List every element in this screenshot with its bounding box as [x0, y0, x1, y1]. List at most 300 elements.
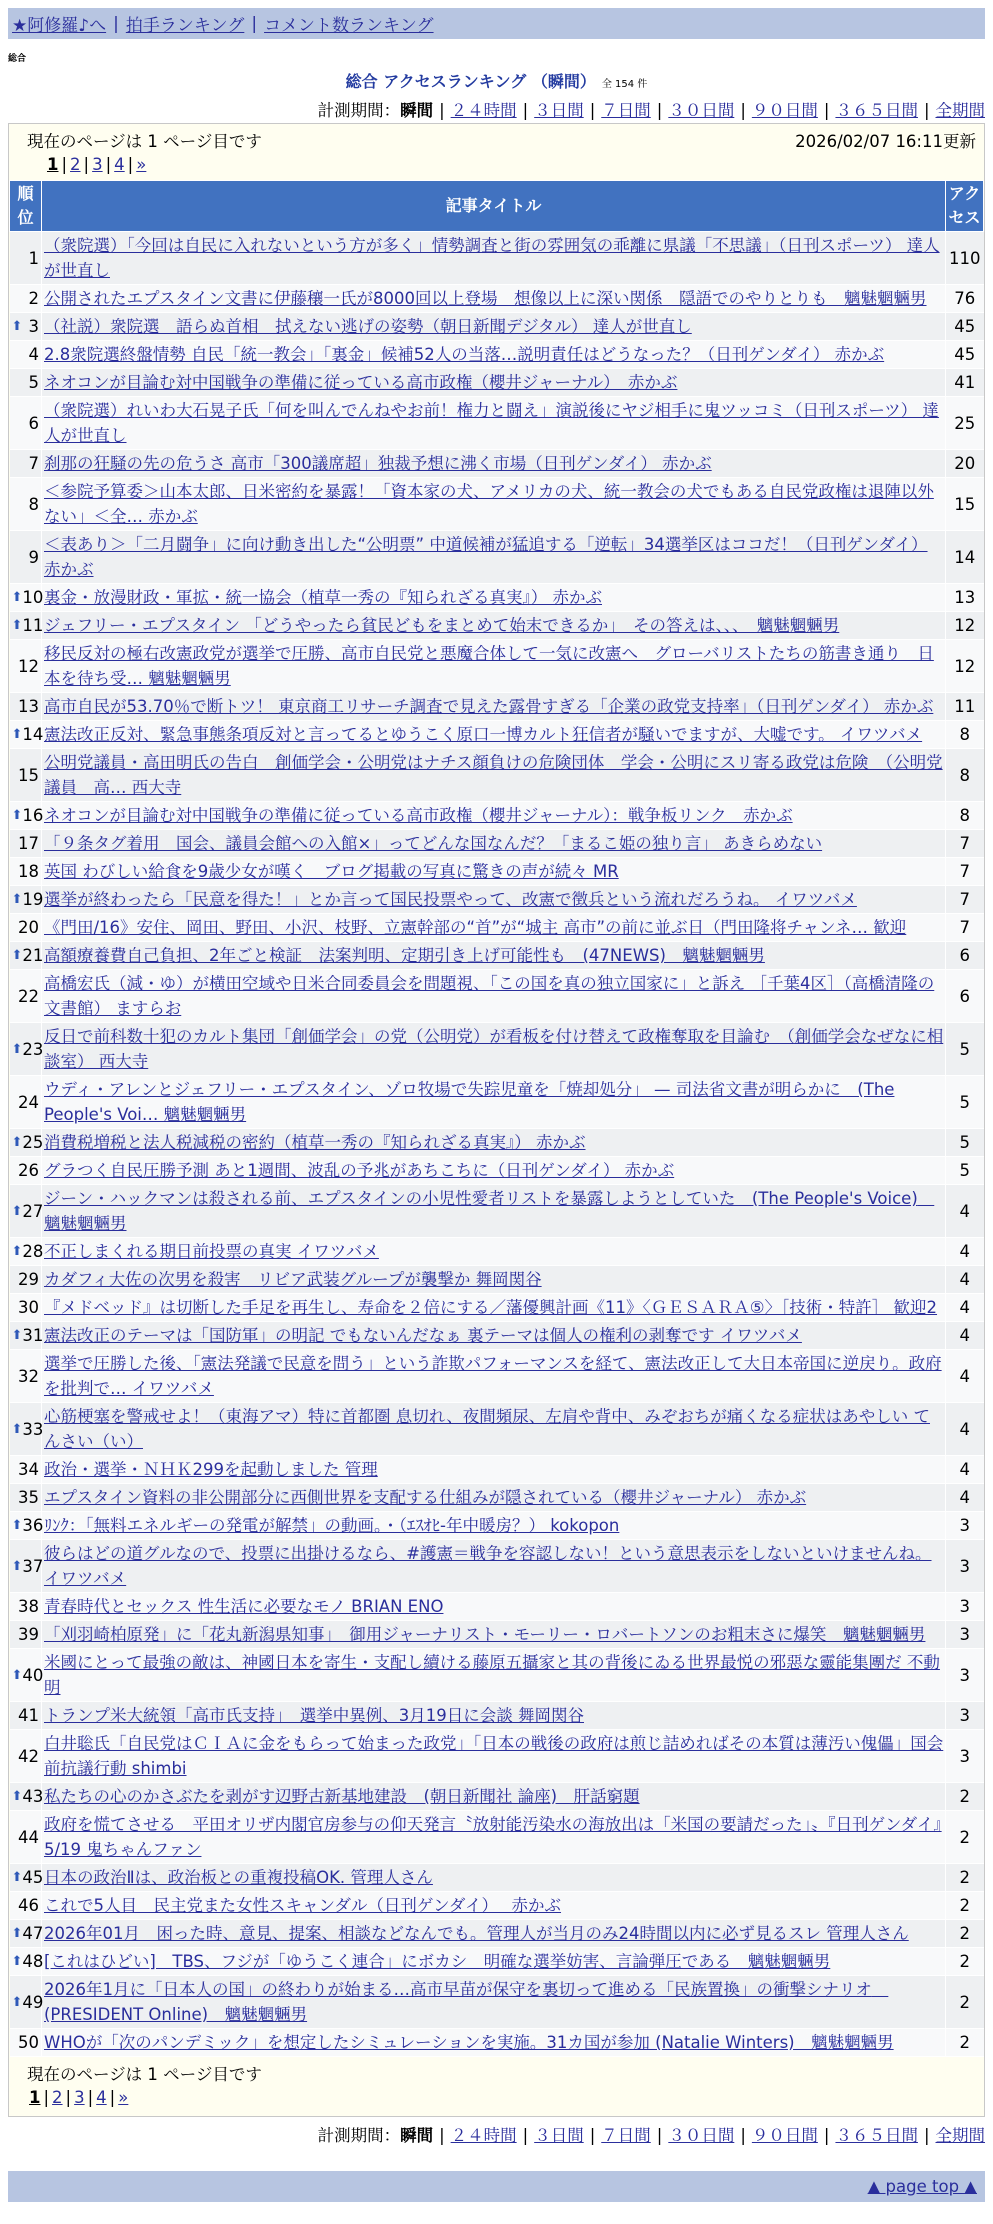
clap-ranking-link[interactable]: 拍手ランキング — [125, 16, 245, 36]
rank-cell — [10, 802, 42, 830]
page-link[interactable]: 3 — [92, 155, 103, 174]
table-row — [10, 1976, 984, 2029]
table-row — [10, 1783, 984, 1811]
period-link[interactable]: ３６５日間 — [835, 101, 918, 120]
rank-number: 8 — [28, 494, 39, 514]
article-link[interactable]: [これはひどい] TBS、フジが「ゆうこく連合」にボカシ 明確な選挙妨害、言論弾圧である 魑魅魍魎男 — [44, 1952, 831, 1971]
access-count: 2 — [946, 2029, 984, 2057]
rank-number: 9 — [28, 547, 39, 567]
article-link[interactable]: WHOが「次のパンデミック」を想定したシミュレーションを実施。31カ国が参加 (Natalie Winters) 魑魅魍魎男 — [44, 2033, 894, 2052]
table-row — [10, 1403, 984, 1456]
article-link[interactable]: 2.8衆院選終盤情勢 自民「統一教会」「裏金」候補52人の当落…説明責任はどうなった？（日刊ゲンダイ） 赤かぶ — [44, 345, 885, 364]
table-row — [10, 313, 984, 341]
period-link[interactable]: ３日間 — [534, 2126, 584, 2145]
title-cell — [42, 1157, 946, 1185]
access-count: 76 — [946, 285, 984, 313]
period-link[interactable]: ２４時間 — [450, 2126, 517, 2145]
article-link[interactable]: 私たちの心のかさぶたを剥がす辺野古新基地建設 (朝日新聞社 論座) 肝話窮題 — [44, 1787, 640, 1806]
rank-cell — [10, 1456, 42, 1484]
title-cell — [42, 1892, 946, 1920]
table-row — [10, 1702, 984, 1730]
rank-cell — [10, 478, 42, 531]
period-link[interactable]: 全期間 — [935, 2126, 985, 2145]
rank-up-arrow-icon: ⬆ — [11, 1135, 23, 1150]
divider: | — [823, 2126, 830, 2145]
table-row — [10, 369, 984, 397]
page-top-link[interactable]: ▲ page top ▲ — [867, 2177, 977, 2196]
rank-column-header: 順位 — [10, 181, 42, 232]
table-row — [10, 830, 984, 858]
table-row — [10, 285, 984, 313]
bottom-bar — [8, 2171, 985, 2202]
title-cell — [42, 397, 946, 450]
access-count: 8 — [946, 802, 984, 830]
rank-up-arrow-icon: ⬆ — [11, 1421, 23, 1437]
rank-number: 36 — [22, 1516, 44, 1535]
rank-up-arrow-icon: ⬆ — [11, 618, 23, 633]
rank-cell — [10, 1976, 42, 2029]
access-count: 3 — [946, 1593, 984, 1621]
rank-cell — [10, 2029, 42, 2057]
article-link[interactable]: 高市自民が53.70％で断トツ！ 東京商工リサーチ調査で見えた露骨すぎる「企業の政党支持率」（日刊ゲンダイ） 赤かぶ — [44, 697, 934, 716]
title-cell — [42, 1540, 946, 1593]
rank-cell — [10, 970, 42, 1023]
period-link[interactable]: ３０日間 — [668, 2126, 735, 2145]
article-link[interactable]: ウディ・アレンとジェフリー・エプスタイン、ゾロ牧場で失踪児童を「焼却処分」 — 司法省文書が明らかに (The People's Voi… 魑魅魍魎男 — [44, 1080, 895, 1124]
rank-cell — [10, 1649, 42, 1702]
period-link[interactable]: ３日間 — [534, 101, 584, 120]
article-link[interactable]: 日本の政治Ⅱは、政治板との重複投稿OK. 管理人さん — [44, 1868, 433, 1887]
table-row — [10, 914, 984, 942]
access-count: 2 — [946, 1948, 984, 1976]
article-link[interactable]: 2026年01月 困った時、意見、提案、相談などなんでも。管理人が当月のみ24時間以内に必ず見るスレ 管理人さん — [44, 1924, 909, 1943]
ranking-table — [9, 180, 984, 2057]
title-cell — [42, 640, 946, 693]
rank-cell — [10, 858, 42, 886]
title-cell — [42, 1593, 946, 1621]
rank-cell — [10, 640, 42, 693]
rank-up-arrow-icon: ⬆ — [11, 1203, 23, 1219]
table-row — [10, 1076, 984, 1129]
divider: | — [105, 155, 112, 174]
article-link[interactable]: トランプ米大統領「高市氏支持」 選挙中異例、3月19日に会談 舞岡関谷 — [44, 1706, 584, 1725]
article-link[interactable]: 英国 わびしい給食を9歳少女が嘆く ブログ掲載の写真に驚きの声が続々 MR — [44, 862, 619, 881]
rank-number: 12 — [18, 656, 39, 676]
rank-cell — [10, 450, 42, 478]
rank-number: 20 — [18, 918, 39, 937]
rank-cell — [10, 749, 42, 802]
page-link[interactable]: 4 — [96, 2088, 107, 2107]
article-link[interactable]: 2026年1月に「日本人の国」の終わりが始まる…高市早苗が保守を裏切って進める「民族置換」の衝撃シナリオ (PRESIDENT Online) 魑魅魍魎男 — [44, 1980, 889, 2024]
divider: | — [923, 101, 930, 120]
access-count: 7 — [946, 830, 984, 858]
rank-number: 7 — [28, 454, 39, 473]
title-cell — [42, 914, 946, 942]
article-link[interactable]: （衆院選）れいわ大石晃子氏「何を叫んでんねやお前！権力と闘え」演説後にヤジ相手に鬼ツッコミ（日刊スポーツ） 達人が世直し — [44, 401, 939, 445]
article-link[interactable]: 不正しまくれる期日前投票の真実 イワツバメ — [44, 1242, 379, 1261]
total-count: 全 154 件 — [601, 79, 648, 90]
divider: | — [61, 155, 68, 174]
page-current[interactable]: 1 — [47, 155, 59, 174]
article-link[interactable]: 彼らはどの道グルなので、投票に出掛けるなら、#護憲＝戦争を容認しない！という意思表示をしないといけませんね。 イワツバメ — [44, 1544, 932, 1588]
rank-cell — [10, 1593, 42, 1621]
rank-number: 34 — [18, 1460, 39, 1479]
title-cell — [42, 1322, 946, 1350]
rank-number: 24 — [18, 1092, 39, 1112]
title-cell — [42, 693, 946, 721]
divider: | — [740, 101, 746, 120]
article-link[interactable]: 「９条タグ着用 国会、議員会館への入館×」ってどんな国なんだ？「まるこ姫の独り言」 あきらめない — [44, 834, 823, 853]
article-link[interactable]: ＜参院予算委＞山本太郎、日米密約を暴露！「資本家の犬、アメリカの犬、統一教会の犬でもある自民党政権は退陣以外ない」＜全… 赤かぶ — [44, 482, 934, 526]
table-row — [10, 478, 984, 531]
article-link[interactable]: 高額療養費自己負担、2年ごと検証 法案判明、定期引き上げ可能性も (47NEWS) 魑魅魍魎男 — [44, 946, 765, 965]
title-cell — [42, 1948, 946, 1976]
title-cell — [42, 1649, 946, 1702]
title-cell — [42, 1512, 946, 1540]
rank-cell — [10, 612, 42, 640]
article-link[interactable]: 政府を慌てさせる 平田オリザ内閣官房参与の仰天発言〝放射能汚染水の海放出は「米国の要請だった」〟『日刊ゲンダイ』5/19 鬼ちゃんファン — [44, 1815, 942, 1859]
rank-number: 45 — [22, 1868, 44, 1887]
rank-number: 35 — [18, 1488, 39, 1507]
period-label: 計測期間： — [317, 2126, 401, 2145]
table-row — [10, 1621, 984, 1649]
title-column-header: 記事タイトル — [42, 181, 946, 232]
access-count: 4 — [946, 1403, 984, 1456]
title-cell — [42, 1076, 946, 1129]
divider: | — [589, 2126, 596, 2145]
table-row — [10, 1649, 984, 1702]
table-row — [10, 1540, 984, 1593]
section-label: 総合 — [8, 54, 27, 64]
access-count: 4 — [946, 1322, 984, 1350]
page-current[interactable]: 1 — [29, 2088, 41, 2107]
access-count: 7 — [946, 886, 984, 914]
rank-number: 11 — [22, 616, 44, 635]
rank-up-arrow-icon: ⬆ — [11, 319, 23, 334]
rank-cell — [10, 1512, 42, 1540]
article-link[interactable]: 憲法改正反対、緊急事態条項反対と言ってるとゆうこく原口一博カルト狂信者が騒いでますが、大嘘です。 イワツバメ — [44, 725, 923, 744]
article-link[interactable]: これで5人目 民主党また女性スキャンダル（日刊ゲンダイ） 赤かぶ — [44, 1896, 562, 1915]
article-link[interactable]: 反日で前科数十犯のカルト集団「創価学会」の党（公明党）が看板を付け替えて政権奪取を目論む （創価学会なぜなに相談室） 西大寺 — [44, 1027, 944, 1071]
rank-cell — [10, 341, 42, 369]
article-link[interactable]: 憲法改正のテーマは「国防軍」の明記 でもないんだなぁ 裏テーマは個人の権利の剥奪です イワツバメ — [44, 1326, 802, 1345]
rank-up-arrow-icon: ⬆ — [11, 1789, 23, 1804]
rank-up-arrow-icon: ⬆ — [11, 808, 23, 823]
divider: | — [251, 13, 258, 34]
access-count: 4 — [946, 1484, 984, 1512]
table-row — [10, 1484, 984, 1512]
article-link[interactable]: 公開されたエプスタイン文書に伊藤穰一氏が8000回以上登場 想像以上に深い関係 隠語でのやりとりも 魑魅魍魎男 — [44, 289, 927, 308]
access-count: 20 — [946, 450, 984, 478]
page-link[interactable]: 3 — [74, 2088, 85, 2107]
rank-number: 15 — [18, 765, 39, 785]
rank-cell — [10, 1129, 42, 1157]
rank-number: 17 — [18, 834, 39, 853]
rank-number: 23 — [22, 1039, 44, 1059]
rank-up-arrow-icon: ⬆ — [11, 1667, 23, 1683]
article-link[interactable]: 「刈羽崎柏原発」に「花丸新潟県知事」 御用ジャーナリスト・モーリー・ロバートソンのお粗末さに爆笑 魑魅魍魎男 — [44, 1625, 926, 1644]
article-link[interactable]: 公明党議員・高田明氏の告白 創価学会・公明党はナチス顔負けの危険団体 学会・公明にスリ寄る政党は危険 （公明党議員 高… 西大寺 — [44, 753, 943, 797]
ranking-box — [8, 123, 985, 2117]
article-link[interactable]: グラつく自民圧勝予測 あと1週間、波乱の予兆があちこちに（日刊ゲンダイ） 赤かぶ — [44, 1161, 675, 1180]
article-link[interactable]: 選挙で圧勝した後、「憲法発議で民意を問う」という詐欺パフォーマンスを経て、憲法改正して大日本帝国に逆戻り。政府を批判で… イワツバメ — [44, 1354, 942, 1398]
page-link[interactable]: 4 — [114, 155, 125, 174]
access-count: 4 — [946, 1266, 984, 1294]
table-row — [10, 1238, 984, 1266]
access-count: 2 — [946, 1892, 984, 1920]
article-link[interactable]: 《門田/16》安住、岡田、野田、小沢、枝野、立憲幹部の“首”が“城主 高市”の前に並ぶ日（門田隆将チャンネ… 歓迎 — [44, 918, 907, 937]
rank-number: 41 — [18, 1706, 39, 1725]
article-link[interactable]: 刹那の狂騒の先の危うさ 高市「300議席超」独裁予想に沸く市場（日刊ゲンダイ） 赤かぶ — [44, 454, 712, 473]
pagination — [27, 2088, 984, 2107]
access-count: 4 — [946, 1456, 984, 1484]
period-link[interactable]: ２４時間 — [450, 101, 517, 120]
title-cell — [42, 341, 946, 369]
article-link[interactable]: ジーン・ハックマンは殺される前、エプスタインの小児性愛者リストを暴露しようとしていた (The People's Voice) 魑魅魍魎男 — [44, 1189, 935, 1233]
rank-number: 25 — [22, 1133, 44, 1152]
rank-cell — [10, 1076, 42, 1129]
home-link[interactable]: ★阿修羅♪へ — [12, 16, 107, 36]
title-cell — [42, 1702, 946, 1730]
page-link[interactable]: 2 — [70, 155, 81, 174]
comment-ranking-link[interactable]: コメント数ランキング — [264, 16, 434, 36]
article-link[interactable]: ＜表あり＞「二月闘争」に向け動き出した“公明票” 中道候補が猛追する「逆転」34選挙区はココだ！（日刊ゲンダイ） 赤かぶ — [44, 535, 928, 579]
rank-cell — [10, 942, 42, 970]
updated-timestamp: 2026/02/07 16:11更新 — [795, 132, 976, 151]
divider: | — [740, 2126, 746, 2145]
title-cell — [42, 1484, 946, 1512]
current-page-text: 現在のページは 1 ページ目です — [27, 132, 262, 151]
article-link[interactable]: 『メドベッド』は切断した手足を再生し、寿命を２倍にする／藩優興計画《11》〈ＧＥＳＡＲＡ⑤〉［技術・特許］ 歓迎2 — [44, 1298, 938, 1317]
divider: | — [589, 101, 596, 120]
page-link[interactable]: 2 — [52, 2088, 63, 2107]
period-link[interactable]: ９０日間 — [751, 2126, 818, 2145]
table-row — [10, 749, 984, 802]
rank-up-arrow-icon: ⬆ — [11, 1328, 23, 1343]
rank-number: 10 — [22, 588, 44, 607]
access-count: 2 — [946, 1976, 984, 2029]
article-link[interactable]: ネオコンが目論む対中国戦争の準備に従っている高市政権（櫻井ジャーナル）：戦争板リンク 赤かぶ — [44, 806, 793, 825]
access-count: 2 — [946, 1783, 984, 1811]
rank-number: 19 — [22, 890, 44, 909]
rank-up-arrow-icon: ⬆ — [11, 1244, 23, 1259]
rank-number: 26 — [18, 1161, 39, 1180]
article-link[interactable]: 裏金・放漫財政・軍拡・統一協会（植草一秀の『知られざる真実』） 赤かぶ — [44, 588, 602, 607]
divider: | — [439, 101, 445, 120]
rank-number: 44 — [18, 1827, 39, 1847]
rank-number: 3 — [28, 317, 39, 336]
access-count: 8 — [946, 721, 984, 749]
rank-cell — [10, 1730, 42, 1783]
rank-cell — [10, 1294, 42, 1322]
table-row — [10, 1892, 984, 1920]
article-link[interactable]: 白井聡氏「自民党はＣＩＡに金をもらって始まった政党」「日本の戦後の政府は煎じ詰めればその本質は薄汚い傀儡」国会前抗議行動 shimbi — [44, 1734, 944, 1778]
table-row — [10, 640, 984, 693]
article-link[interactable]: 心筋梗塞を警戒せよ！（東海アマ）特に首都圏 息切れ、夜間頻尿、左肩や背中、みぞおちが痛くなる症状はあやしい てんさい（い） — [44, 1407, 930, 1451]
rank-up-arrow-icon: ⬆ — [11, 1994, 23, 2010]
title-cell — [42, 721, 946, 749]
access-count: 6 — [946, 942, 984, 970]
period-link[interactable]: 全期間 — [935, 101, 985, 120]
article-link[interactable]: 選挙が終わったら「民意を得た！」とか言って国民投票やって、改憲で徴兵という流れだろうね。 イワツバメ — [44, 890, 857, 909]
rank-cell — [10, 1266, 42, 1294]
table-row — [10, 341, 984, 369]
table-row — [10, 232, 984, 285]
rank-cell — [10, 721, 42, 749]
pagination — [27, 155, 984, 174]
next-page-link[interactable]: » — [136, 155, 147, 174]
access-count: 4 — [946, 1185, 984, 1238]
rank-cell — [10, 914, 42, 942]
article-link[interactable]: 青春時代とセックス 性生活に必要なモノ BRIAN ENO — [44, 1597, 444, 1616]
divider: | — [113, 13, 119, 34]
title-cell — [42, 531, 946, 584]
rank-cell — [10, 1811, 42, 1864]
rank-cell — [10, 531, 42, 584]
article-link[interactable]: ネオコンが目論む対中国戦争の準備に従っている高市政権（櫻井ジャーナル） 赤かぶ — [44, 373, 678, 392]
table-row — [10, 2029, 984, 2057]
access-count: 3 — [946, 1621, 984, 1649]
article-link[interactable]: ジェフリー・エプスタイン 「どうやったら貧民どもをまとめて始末できるか」 その答えは、、、 魑魅魍魎男 — [44, 616, 840, 635]
period-link[interactable]: ９０日間 — [751, 101, 818, 120]
rank-number: 5 — [28, 373, 39, 392]
access-count: 15 — [946, 478, 984, 531]
access-count: 6 — [946, 970, 984, 1023]
access-count: 2 — [946, 1920, 984, 1948]
table-row — [10, 1512, 984, 1540]
title-cell — [42, 478, 946, 531]
article-link[interactable]: ﾘﾝｸ：「無料エネルギーの発電が解禁」の動画。・（ｴｽｵﾋ-年中暖房？） kokopon — [44, 1516, 620, 1535]
rank-cell — [10, 1238, 42, 1266]
access-count: 5 — [946, 1023, 984, 1076]
table-row — [10, 1593, 984, 1621]
title-cell — [42, 1976, 946, 2029]
table-row — [10, 1294, 984, 1322]
next-page-link[interactable]: » — [118, 2088, 129, 2107]
divider: | — [127, 155, 134, 174]
table-row — [10, 1023, 984, 1076]
page-footer — [9, 2057, 984, 2116]
title-cell — [42, 1294, 946, 1322]
title-cell — [42, 886, 946, 914]
table-row — [10, 970, 984, 1023]
period-link[interactable]: ３０日間 — [668, 101, 735, 120]
rank-cell — [10, 886, 42, 914]
page-header — [9, 124, 984, 180]
title-cell — [42, 1920, 946, 1948]
access-count: 5 — [946, 1076, 984, 1129]
divider: | — [923, 2126, 930, 2145]
table-row — [10, 693, 984, 721]
rank-up-arrow-icon: ⬆ — [11, 1870, 23, 1885]
title-cell — [42, 584, 946, 612]
title-cell — [42, 942, 946, 970]
period-label: 計測期間： — [317, 101, 401, 120]
rank-number: 32 — [18, 1366, 39, 1386]
page-title-box — [0, 69, 993, 92]
title-cell — [42, 1350, 946, 1403]
article-link[interactable]: 消費税増税と法人税減税の密約（植草一秀の『知られざる真実』） 赤かぶ — [44, 1133, 586, 1152]
rank-cell — [10, 1023, 42, 1076]
article-link[interactable]: （衆院選）「今回は自民に入れないという方が多く」情勢調査と街の雰囲気の乖離に県議「不思議」（日刊スポーツ） 達人が世直し — [44, 236, 940, 280]
divider: | — [656, 101, 663, 120]
access-count: 12 — [946, 640, 984, 693]
article-link[interactable]: 高橋宏氏（減・ゆ）が横田空域や日米合同委員会を問題視、「この国を真の独立国家に」と訴え ［千葉4区］（高橋清隆の文書館） ますらお — [44, 974, 935, 1018]
title-cell — [42, 1266, 946, 1294]
rank-up-arrow-icon: ⬆ — [11, 948, 23, 963]
rank-number: 27 — [22, 1201, 44, 1221]
access-count: 3 — [946, 1730, 984, 1783]
table-row — [10, 1157, 984, 1185]
table-row — [10, 1864, 984, 1892]
table-row — [10, 721, 984, 749]
rank-up-arrow-icon: ⬆ — [11, 1926, 23, 1941]
access-count: 7 — [946, 858, 984, 886]
access-count: 41 — [946, 369, 984, 397]
access-count: 3 — [946, 1649, 984, 1702]
access-count: 8 — [946, 749, 984, 802]
title-cell — [42, 313, 946, 341]
rank-cell — [10, 1540, 42, 1593]
title-cell — [42, 1730, 946, 1783]
rank-number: 22 — [18, 986, 39, 1006]
title-cell — [42, 1185, 946, 1238]
rank-cell — [10, 285, 42, 313]
table-row — [10, 397, 984, 450]
rank-number: 16 — [22, 806, 44, 825]
period-link[interactable]: ３６５日間 — [835, 2126, 918, 2145]
article-link[interactable]: エプスタイン資料の非公開部分に西側世界を支配する仕組みが隠されている（櫻井ジャーナル） 赤かぶ — [44, 1488, 807, 1507]
rank-number: 42 — [18, 1746, 39, 1766]
rank-cell — [10, 830, 42, 858]
period-link[interactable]: ７日間 — [601, 2126, 651, 2145]
access-count: 2 — [946, 1811, 984, 1864]
rank-number: 30 — [18, 1298, 39, 1317]
access-count: 11 — [946, 693, 984, 721]
rank-cell — [10, 232, 42, 285]
table-row — [10, 886, 984, 914]
article-link[interactable]: 政治・選挙・ＮＨＫ299を起動しました 管理 — [44, 1460, 378, 1479]
article-link[interactable]: （社説）衆院選 語らぬ首相 拭えない逃げの姿勢（朝日新聞デジタル） 達人が世直し — [44, 317, 692, 336]
divider: | — [823, 101, 830, 120]
rank-up-arrow-icon: ⬆ — [11, 727, 23, 742]
rank-number: 13 — [18, 697, 39, 716]
rank-cell — [10, 369, 42, 397]
title-cell — [42, 1456, 946, 1484]
current-page-text: 現在のページは 1 ページ目です — [27, 2065, 262, 2084]
article-link[interactable]: 米國にとって最強の敵は、神國日本を寄生・支配し續ける藤原五攝家と其の背後にゐる世界最悦の邪惡な靈能集團だ 不動明 — [44, 1653, 940, 1697]
rank-cell — [10, 1920, 42, 1948]
title-cell — [42, 1811, 946, 1864]
access-count: 25 — [946, 397, 984, 450]
rank-number: 4 — [28, 345, 39, 364]
period-current: 瞬間 — [400, 2126, 434, 2145]
access-count: 3 — [946, 1540, 984, 1593]
table-row — [10, 612, 984, 640]
table-row — [10, 1948, 984, 1976]
title-cell — [42, 1129, 946, 1157]
article-link[interactable]: 移民反対の極右改憲政党が選挙で圧勝、高市自民党と悪魔合体して一気に改憲へ グローバリストたちの筋書き通り 日本を待ち受… 魑魅魍魎男 — [44, 644, 934, 688]
period-link[interactable]: ７日間 — [601, 101, 651, 120]
rank-cell — [10, 1864, 42, 1892]
title-cell — [42, 830, 946, 858]
rank-cell — [10, 693, 42, 721]
rank-up-arrow-icon: ⬆ — [11, 1954, 23, 1969]
title-cell — [42, 1023, 946, 1076]
article-link[interactable]: カダフィ大佐の次男を殺害 リビア武装グループが襲撃か 舞岡関谷 — [44, 1270, 542, 1289]
rank-number: 1 — [28, 248, 39, 268]
rank-cell — [10, 1621, 42, 1649]
